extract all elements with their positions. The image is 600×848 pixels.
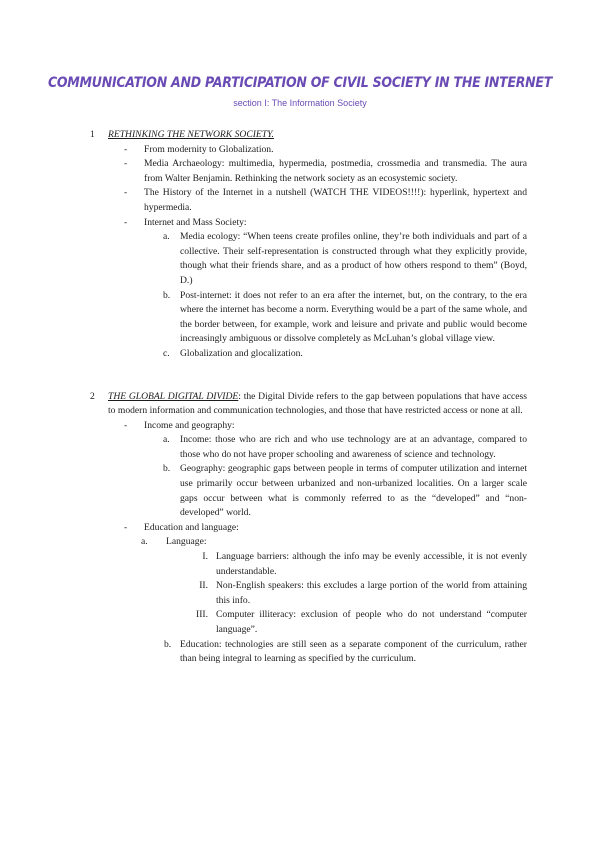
roman-marker: I. <box>202 551 208 563</box>
section-title: THE GLOBAL DIGITAL DIVIDE <box>108 390 239 402</box>
list-item-text: Post-internet: it does not refer to an era after the internet, but, on the contrary, to the era where the internet has become a norm. Everything would be a part of the same whole, and the border between, for example, work and leisure and private and public would become increasingly ambiguous or dissolve completely as McLuhan’s global village view. <box>180 289 527 345</box>
alpha-marker: a. <box>141 536 148 548</box>
roman-list-item <box>199 579 527 608</box>
section-intro: : the Digital Divide refers to the gap between populations that have access to modern information and communication technologies, and those that have restricted access or none at all. <box>108 390 527 417</box>
list-item-text: Media ecology: “When teens create profiles online, they’re both individuals and part of a collective. Their self-representation is constructed through what they explicitly provide, though what their friends share, and as a product of how others respond to them” (Boyd, D.) <box>180 231 527 286</box>
sub-list-item <box>163 433 527 462</box>
section-1-heading <box>90 128 527 143</box>
list-item-text: Language: <box>166 536 207 548</box>
list-item-text: The History of the Internet in a nutshell (WATCH THE VIDEOS!!!!): hyperlink, hypertext and hypermedia. <box>144 187 527 213</box>
alpha-marker: b. <box>163 463 171 475</box>
list-item-text: Income and geography: <box>144 419 235 431</box>
dash-marker: - <box>124 187 128 199</box>
list-item-text: Computer illiteracy: exclusion of people who do not understand “computer language”. <box>216 609 527 635</box>
alpha-marker: b. <box>163 289 171 301</box>
list-item-text: Education: technologies are still seen as a separate component of the curriculum, rather than being integral to learning as specified by the curriculum. <box>180 638 527 665</box>
list-item-text: Language barriers: although the info may be evenly accessible, it is not evenly understandable. <box>216 551 527 577</box>
sub-list-item <box>163 230 527 288</box>
list-item-text: Non-English speakers: this excludes a large portion of the world from attaining this info. <box>216 580 527 606</box>
sub-list-item <box>164 638 527 667</box>
roman-marker: III. <box>196 609 208 621</box>
list-item <box>124 521 527 536</box>
alpha-marker: a. <box>163 434 170 446</box>
list-item-text: Income: those who are rich and who use technology are at an advantage, compared to those who do not have proper schooling and awareness of science and technology. <box>180 434 527 460</box>
section-2-heading <box>90 390 527 419</box>
list-item <box>124 216 527 231</box>
dash-marker: - <box>124 521 128 533</box>
list-item-text: Globalization and glocalization. <box>180 347 303 359</box>
section-title: RETHINKING THE NETWORK SOCIETY. <box>108 129 274 140</box>
dash-marker: - <box>124 216 128 228</box>
section-number: 1 <box>90 129 95 140</box>
document-subtitle: section I: The Information Society <box>233 98 367 108</box>
dash-marker: - <box>124 143 128 155</box>
sub-list-item <box>163 462 527 520</box>
list-item <box>124 186 527 215</box>
dash-marker: - <box>124 419 128 431</box>
list-item-text: Geography: geographic gaps between people in terms of computer utilization and internet use primarily occur between urbanized and non-urbanized localities. On a larger scale gaps occur between what is commonly referred to as the “developed” and “non-developed” world. <box>180 463 527 519</box>
list-item <box>124 157 527 186</box>
list-item-text: Internet and Mass Society: <box>144 216 247 228</box>
list-item <box>124 419 527 434</box>
document-body <box>0 128 600 667</box>
list-item-text: Education and language: <box>144 521 239 533</box>
roman-list-item <box>196 608 527 637</box>
list-item-text: Media Archaeology: multimedia, hypermedia, postmedia, crossmedia and transmedia. The aura from Walter Benjamin. Rethinking the network society as an ecosystemic society. <box>144 158 527 184</box>
list-item-text: From modernity to Globalization. <box>144 143 274 155</box>
alpha-marker: c. <box>163 347 170 359</box>
sub-list-item <box>163 347 527 362</box>
list-item <box>124 143 527 158</box>
sub-list-item <box>163 289 527 347</box>
dash-marker: - <box>124 158 128 170</box>
sub-list-item <box>141 535 527 550</box>
document-title: COMMUNICATION AND PARTICIPATION OF CIVIL SOCIETY IN THE INTERNET <box>47 74 553 91</box>
roman-list-item <box>202 550 527 579</box>
roman-marker: II. <box>199 580 208 592</box>
alpha-marker: a. <box>163 231 170 243</box>
alpha-marker: b. <box>164 638 172 650</box>
section-number: 2 <box>90 390 95 402</box>
